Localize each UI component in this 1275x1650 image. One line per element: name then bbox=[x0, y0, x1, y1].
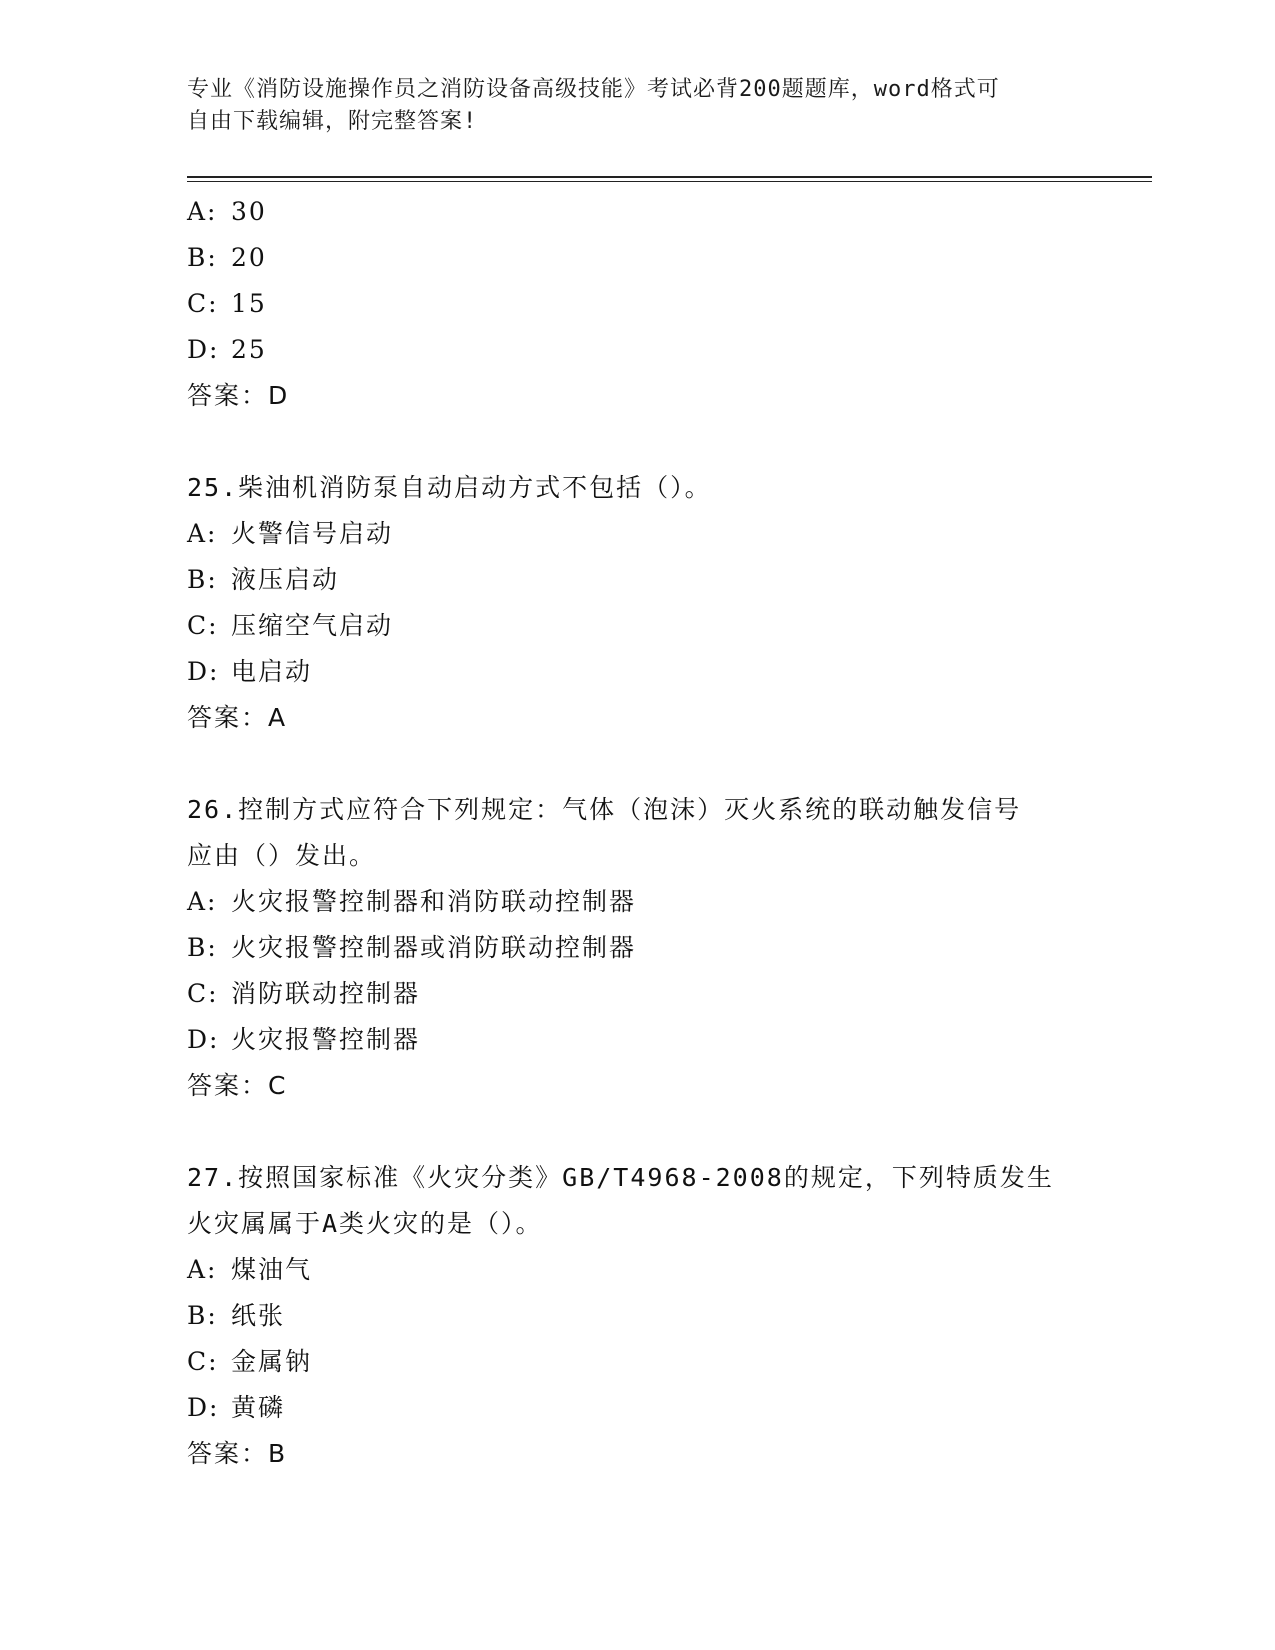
spacer bbox=[187, 741, 1067, 787]
option-a bbox=[187, 511, 1067, 557]
option-text: 液压启动 bbox=[231, 565, 340, 594]
header-divider-thick bbox=[187, 176, 1152, 178]
option-c bbox=[187, 1339, 1067, 1385]
question-text-line-1: 27.按照国家标准《火灾分类》GB/T4968-2008的规定，下列特质发生 bbox=[187, 1163, 1054, 1192]
question-text-line-2: 火灾属属于A类火灾的是（）。 bbox=[187, 1209, 543, 1238]
option-text: 黄磷 bbox=[231, 1393, 286, 1422]
option-c bbox=[187, 971, 1067, 1017]
header-divider-thin bbox=[187, 181, 1152, 182]
option-text: 纸张 bbox=[231, 1301, 286, 1330]
question-text: 25.柴油机消防泵自动启动方式不包括（）。 bbox=[187, 473, 712, 502]
spacer bbox=[187, 419, 1067, 465]
option-text: 电启动 bbox=[231, 657, 313, 686]
option-letter: A: bbox=[187, 1255, 218, 1284]
header-line-1: 专业《消防设施操作员之消防设备高级技能》考试必背200题题库，word格式可 bbox=[187, 77, 1000, 102]
option-text: 火灾报警控制器 bbox=[231, 1025, 421, 1054]
option-d bbox=[187, 1017, 1067, 1063]
option-text: 煤油气 bbox=[231, 1255, 313, 1284]
option-d bbox=[187, 1385, 1067, 1431]
answer-line: 答案：C bbox=[187, 1071, 288, 1100]
option-letter: A: bbox=[187, 519, 218, 548]
option-a bbox=[187, 189, 1067, 235]
question-list bbox=[187, 189, 1067, 1477]
option-text: 火警信号启动 bbox=[231, 519, 394, 548]
answer-line: 答案：B bbox=[187, 1439, 288, 1468]
document-header bbox=[187, 74, 1067, 138]
option-text: 20 bbox=[231, 243, 267, 272]
option-letter: C: bbox=[187, 1347, 219, 1376]
answer-line: 答案：D bbox=[187, 381, 290, 410]
option-letter: B: bbox=[187, 565, 218, 594]
option-a bbox=[187, 1247, 1067, 1293]
option-text: 15 bbox=[231, 289, 267, 318]
option-text: 消防联动控制器 bbox=[231, 979, 421, 1008]
option-d bbox=[187, 649, 1067, 695]
option-b bbox=[187, 925, 1067, 971]
option-letter: D: bbox=[187, 1393, 220, 1422]
option-letter: B: bbox=[187, 933, 218, 962]
option-text: 火灾报警控制器或消防联动控制器 bbox=[231, 933, 637, 962]
option-b bbox=[187, 557, 1067, 603]
option-letter: D: bbox=[187, 1025, 220, 1054]
option-a bbox=[187, 879, 1067, 925]
option-letter: D: bbox=[187, 335, 220, 364]
option-c bbox=[187, 603, 1067, 649]
header-line-2: 自由下载编辑，附完整答案! bbox=[187, 109, 478, 134]
option-text: 火灾报警控制器和消防联动控制器 bbox=[231, 887, 637, 916]
option-letter: D: bbox=[187, 657, 220, 686]
option-b bbox=[187, 1293, 1067, 1339]
option-letter: A: bbox=[187, 887, 218, 916]
question-25 bbox=[187, 465, 1067, 741]
question-26 bbox=[187, 787, 1067, 1109]
option-letter: C: bbox=[187, 979, 219, 1008]
option-b bbox=[187, 235, 1067, 281]
option-letter: C: bbox=[187, 289, 219, 318]
answer-line: 答案：A bbox=[187, 703, 288, 732]
option-d bbox=[187, 327, 1067, 373]
option-letter: B: bbox=[187, 1301, 218, 1330]
question-text-line-2: 应由（）发出。 bbox=[187, 841, 377, 870]
option-text: 25 bbox=[231, 335, 267, 364]
question-27 bbox=[187, 1155, 1067, 1477]
question-24 bbox=[187, 189, 1067, 419]
option-c bbox=[187, 281, 1067, 327]
option-text: 压缩空气启动 bbox=[231, 611, 394, 640]
question-text-line-1: 26.控制方式应符合下列规定：气体（泡沫）灭火系统的联动触发信号 bbox=[187, 795, 1022, 824]
spacer bbox=[187, 1109, 1067, 1155]
option-letter: A: bbox=[187, 197, 218, 226]
option-text: 金属钠 bbox=[231, 1347, 313, 1376]
option-letter: B: bbox=[187, 243, 218, 272]
option-letter: C: bbox=[187, 611, 219, 640]
option-text: 30 bbox=[231, 197, 267, 226]
